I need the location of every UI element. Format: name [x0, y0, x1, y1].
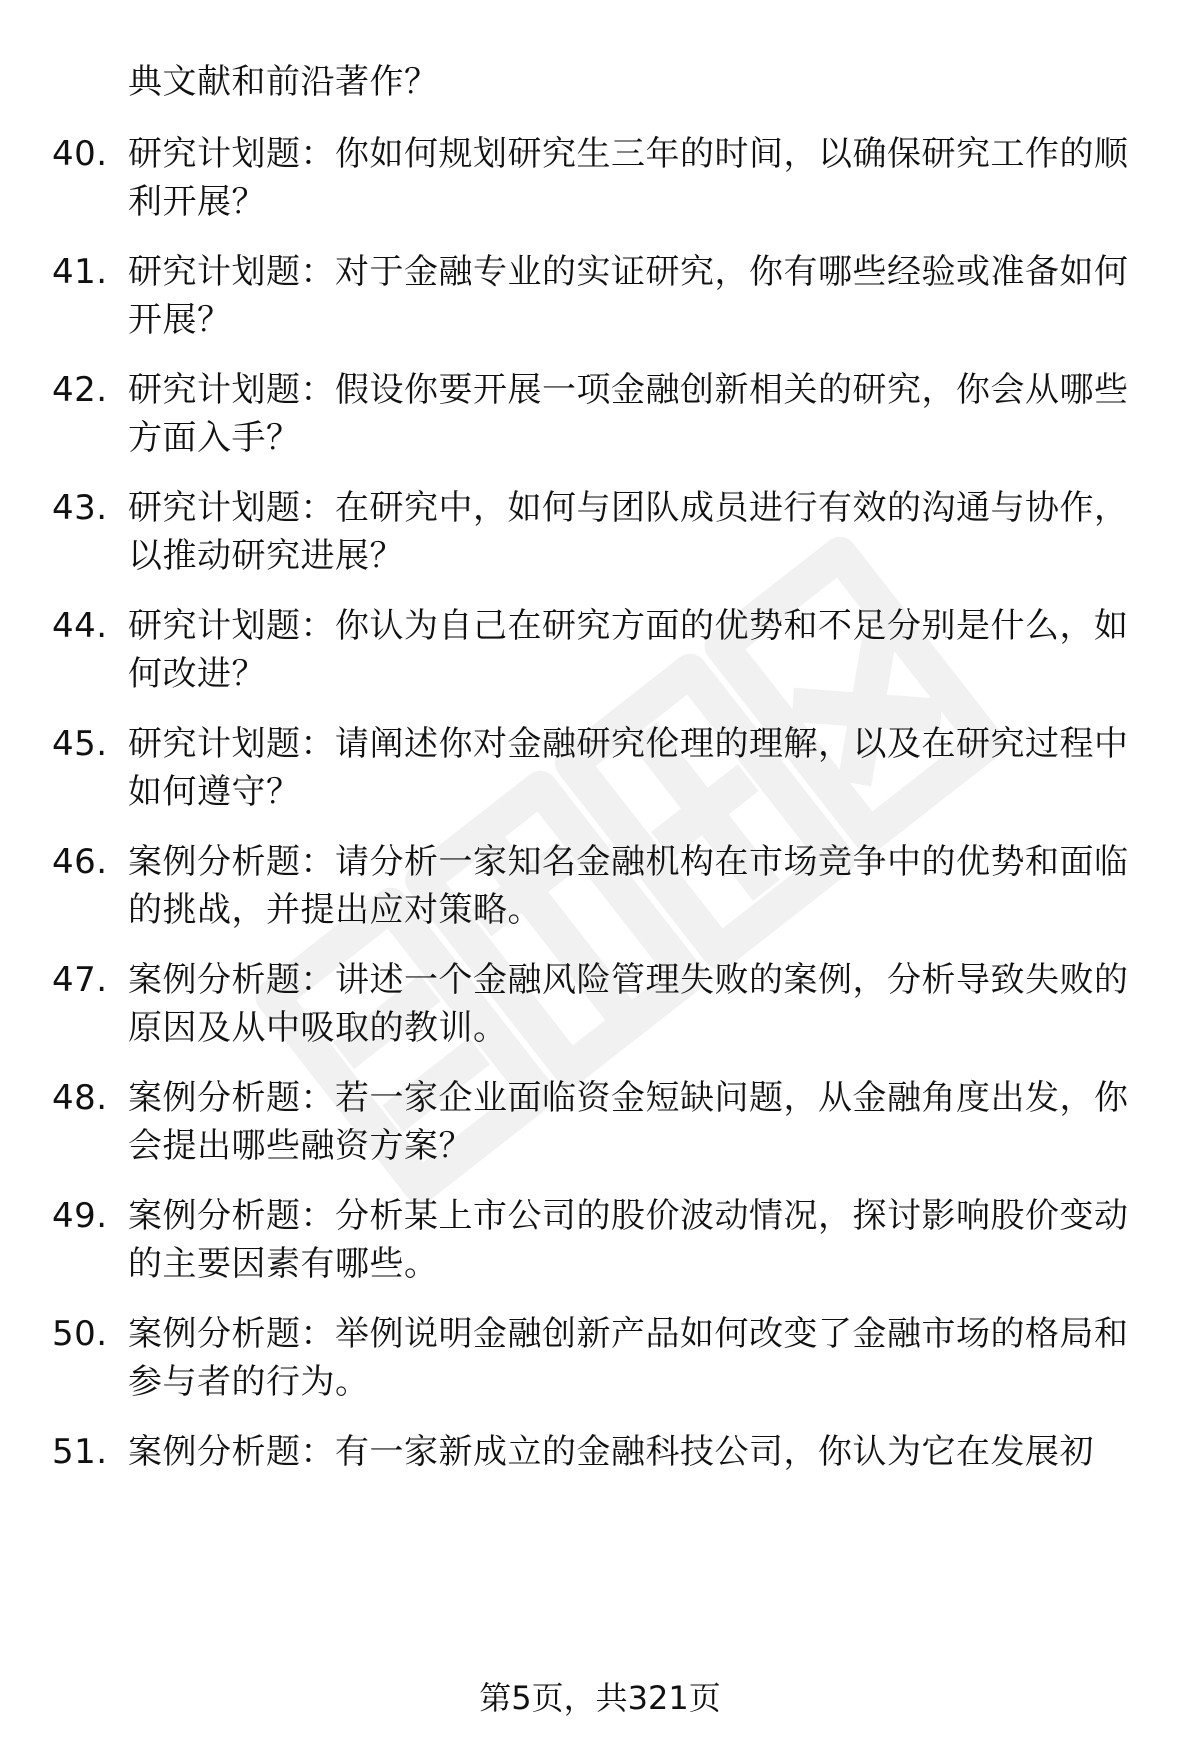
question-number: 51.: [52, 1432, 108, 1472]
question-number: 40.: [52, 134, 108, 174]
page-footer: 第5页，共321页: [479, 1679, 721, 1717]
question-text: 研究计划题：请阐述你对金融研究伦理的理解，以及在研究过程中如何遵守？: [128, 724, 1129, 812]
question-text: 研究计划题：你如何规划研究生三年的时间，以确保研究工作的顺利开展？: [128, 134, 1129, 222]
question-text: 研究计划题：你认为自己在研究方面的优势和不足分别是什么，如何改进？: [128, 606, 1129, 694]
question-text: 案例分析题：有一家新成立的金融科技公司，你认为它在发展初: [128, 1432, 1094, 1472]
question-number: 48.: [52, 1078, 108, 1118]
question-number: 43.: [52, 488, 108, 528]
question-number: 50.: [52, 1314, 108, 1354]
question-text: 案例分析题：若一家企业面临资金短缺问题，从金融角度出发，你会提出哪些融资方案？: [128, 1078, 1129, 1166]
question-text: 研究计划题：假设你要开展一项金融创新相关的研究，你会从哪些方面入手？: [128, 370, 1129, 458]
question-text: 案例分析题：举例说明金融创新产品如何改变了金融市场的格局和参与者的行为。: [128, 1314, 1129, 1402]
question-text: 案例分析题：讲述一个金融风险管理失败的案例，分析导致失败的原因及从中吸取的教训。: [128, 960, 1129, 1048]
question-text: 研究计划题：对于金融专业的实证研究，你有哪些经验或准备如何开展？: [128, 252, 1129, 340]
question-text: 案例分析题：请分析一家知名金融机构在市场竞争中的优势和面临的挑战，并提出应对策略。: [128, 842, 1129, 930]
question-number: 41.: [52, 252, 108, 292]
question-number: 42.: [52, 370, 108, 410]
question-number: 46.: [52, 842, 108, 882]
question-text: 研究计划题：在研究中，如何与团队成员进行有效的沟通与协作，以推动研究进展？: [128, 488, 1129, 576]
question-number: 49.: [52, 1196, 108, 1236]
question-number: 45.: [52, 724, 108, 764]
question-text: 案例分析题：分析某上市公司的股价波动情况，探讨影响股价变动的主要因素有哪些。: [128, 1196, 1129, 1284]
question-number: 47.: [52, 960, 108, 1000]
continued-question-text: 典文献和前沿著作？: [128, 62, 439, 102]
question-number: 44.: [52, 606, 108, 646]
